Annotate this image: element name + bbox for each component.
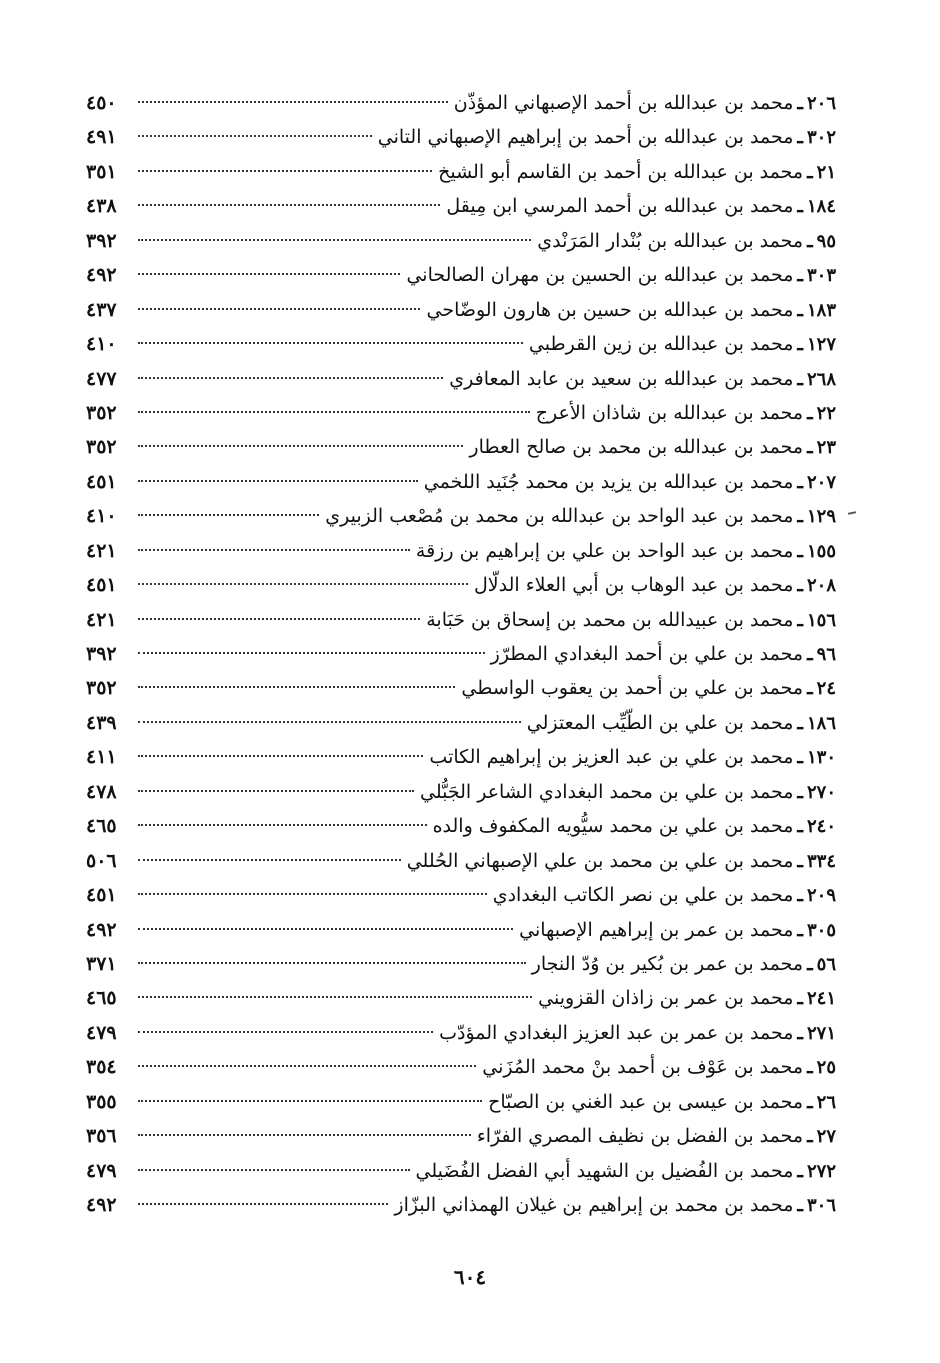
entry-number: ٩٥ <box>816 230 836 252</box>
entry-dash: ـ <box>797 505 803 528</box>
dot-leader <box>138 273 400 275</box>
index-entry <box>86 1194 836 1228</box>
index-entry <box>86 609 836 643</box>
entry-name: محمد بن عبدالله بن الحسين بن مهران الصالحاني <box>406 264 794 287</box>
entry-text <box>474 574 836 596</box>
entry-name: محمد بن علي بن محمد بن علي الإصبهاني الحُللي <box>406 849 794 872</box>
entry-text <box>536 402 836 424</box>
index-entry <box>86 436 836 470</box>
entry-dash: ـ <box>797 1021 803 1044</box>
entry-number: ١٢٩ <box>806 506 836 528</box>
entry-page-number: ٤٣٨ <box>86 195 117 218</box>
entry-name: محمد بن علي بن محمد سيُّويه المكفوف والده <box>432 815 794 838</box>
dot-leader <box>138 859 401 861</box>
entry-name: محمد بن الفضل بن نظيف المصري الفرّاء <box>476 1125 804 1148</box>
entry-text <box>538 987 836 1009</box>
entry-dash: ـ <box>797 918 803 941</box>
entry-page-number: ٣٥٢ <box>86 677 117 700</box>
entry-number: ٢٢ <box>816 402 836 424</box>
entry-dash: ـ <box>807 1056 813 1079</box>
entry-text <box>488 1091 836 1113</box>
entry-dash: ـ <box>797 849 803 872</box>
entry-number: ٢٤٠ <box>806 816 836 838</box>
entry-number: ٣٠٣ <box>806 265 836 287</box>
dot-leader <box>138 101 448 103</box>
index-list <box>86 92 836 1228</box>
entry-number: ١٨٤ <box>806 196 836 218</box>
index-entry <box>86 574 836 608</box>
entry-dash: ـ <box>797 367 803 390</box>
entry-text <box>493 884 836 906</box>
entry-number: ٣٠٥ <box>806 919 836 941</box>
entry-number: ٢٦٨ <box>806 368 836 390</box>
index-entry <box>86 333 836 367</box>
dot-leader <box>138 824 427 826</box>
entry-dash: ـ <box>807 1090 813 1113</box>
entry-page-number: ٤٢١ <box>86 539 117 562</box>
entry-text <box>438 161 836 183</box>
entry-number: ١٥٦ <box>806 609 836 631</box>
dot-leader <box>138 1134 471 1136</box>
dot-leader <box>138 514 319 516</box>
entry-dash: ـ <box>797 746 803 769</box>
entry-text <box>482 1056 836 1078</box>
index-entry <box>86 195 836 229</box>
entry-name: محمد بن عبدالله بن أحمد المرسي ابن مِيقل <box>446 195 794 218</box>
entry-page-number: ٤٣٧ <box>86 298 117 321</box>
entry-number: ١٢٧ <box>806 334 836 356</box>
entry-text <box>420 781 836 803</box>
entry-page-number: ٤٣٩ <box>86 711 117 734</box>
index-entry <box>86 505 836 539</box>
index-entry <box>86 1160 836 1194</box>
entry-page-number: ٤٩٢ <box>86 264 117 287</box>
entry-name: محمد بن عبدالله بن شاذان الأعرج <box>535 401 804 424</box>
entry-name: محمد بن عبد الواحد بن علي بن إبراهيم بن رزقة <box>415 539 794 562</box>
entry-dash: ـ <box>807 401 813 424</box>
entry-page-number: ٤٦٥ <box>86 815 117 838</box>
entry-name: محمد بن عمر بن إبراهيم الإصبهاني <box>519 918 794 941</box>
entry-name: محمد بن عبد الوهاب بن أبي العلاء الدلّال <box>474 574 794 597</box>
entry-text <box>429 746 836 768</box>
entry-dash: ـ <box>797 1159 803 1182</box>
dot-leader <box>138 308 420 310</box>
index-entry <box>86 92 836 126</box>
index-entry <box>86 987 836 1021</box>
entry-page-number: ٤٧٨ <box>86 780 117 803</box>
entry-name: محمد بن عبدالله بن بُنْدار المَرَنْدي <box>537 229 804 252</box>
entry-page-number: ٤٥١ <box>86 470 117 493</box>
dot-leader <box>138 1031 433 1033</box>
entry-number: ٣٠٢ <box>806 127 836 149</box>
index-entry <box>86 781 836 815</box>
entry-number: ٢٠٩ <box>806 885 836 907</box>
entry-dash: ـ <box>797 711 803 734</box>
dot-leader <box>138 686 455 688</box>
entry-number: ٢٠٧ <box>806 471 836 493</box>
entry-name: محمد بن عيسى بن عبد الغني بن الصبّاح <box>488 1090 804 1113</box>
entry-dash: ـ <box>807 1125 813 1148</box>
entry-text <box>406 264 836 286</box>
index-entry <box>86 161 836 195</box>
entry-page-number: ٤١٠ <box>86 505 117 528</box>
entry-dash: ـ <box>797 298 803 321</box>
entry-name: محمد بن علي بن عبد العزيز بن إبراهيم الكاتب <box>429 746 794 769</box>
entry-dash: ـ <box>807 229 813 252</box>
index-entry <box>86 540 836 574</box>
entry-dash: ـ <box>797 195 803 218</box>
dot-leader <box>138 1169 410 1171</box>
entry-page-number: ٣٥٢ <box>86 436 117 459</box>
entry-dash: ـ <box>807 160 813 183</box>
dot-leader <box>138 170 432 172</box>
entry-page-number: ٣٥٥ <box>86 1090 117 1113</box>
index-entry <box>86 815 836 849</box>
index-entry <box>86 643 836 677</box>
entry-page-number: ٤٢١ <box>86 608 117 631</box>
entry-dash: ـ <box>797 539 803 562</box>
dot-leader <box>138 204 440 206</box>
entry-number: ١٨٣ <box>806 299 836 321</box>
entry-dash: ـ <box>807 436 813 459</box>
entry-dash: ـ <box>797 815 803 838</box>
entry-page-number: ٤٧٩ <box>86 1021 117 1044</box>
entry-name: محمد بن عبدالله بن سعيد بن عابد المعافري <box>449 367 794 390</box>
page-number: ٦٠٤ <box>453 1265 487 1289</box>
dot-leader <box>138 893 487 895</box>
entry-name: محمد بن عَوْف بن أحمد بنْ محمد المُزَني <box>482 1056 804 1079</box>
entry-text <box>416 540 836 562</box>
entry-text <box>449 368 836 390</box>
index-entry <box>86 230 836 264</box>
entry-text <box>491 643 836 665</box>
entry-dash: ـ <box>807 643 813 665</box>
entry-name: محمد بن عبيدالله بن محمد بن إسحاق بن حَبَابة <box>426 608 794 631</box>
entry-name: محمد بن عبدالله بن حسين بن هارون الوضّاحي <box>426 298 794 321</box>
entry-page-number: ٣٧١ <box>86 952 117 975</box>
entry-page-number: ٤٥١ <box>86 884 117 907</box>
entry-number: ٢١ <box>816 161 836 183</box>
entry-number: ١٨٦ <box>806 712 836 734</box>
dot-leader <box>138 721 521 723</box>
entry-page-number: ٤١١ <box>86 746 117 769</box>
entry-page-number: ٣٩٢ <box>86 229 117 252</box>
entry-number: ٢٥ <box>816 1057 836 1079</box>
entry-text <box>439 1022 836 1044</box>
dot-leader <box>138 928 513 930</box>
entry-number: ٢٧٠ <box>806 781 836 803</box>
index-entry <box>86 850 836 884</box>
entry-page-number: ٣٥٦ <box>86 1125 117 1148</box>
index-entry <box>86 1125 836 1159</box>
index-entry <box>86 299 836 333</box>
entry-page-number: ٤١٠ <box>86 333 117 356</box>
index-entry <box>86 471 836 505</box>
entry-text <box>416 1160 837 1182</box>
entry-name: محمد بن عبدالله بن أحمد بن إبراهيم الإصبهاني التاني <box>377 126 794 149</box>
entry-number: ٣٠٦ <box>806 1195 836 1216</box>
entry-name: محمد بن علي بن محمد البغدادي الشاعر الجَبُّلي <box>419 780 794 803</box>
entry-dash: ـ <box>807 677 813 700</box>
entry-name: محمد بن عبدالله بن زين القرطبي <box>528 333 794 356</box>
entry-page-number: ٥٠٦ <box>86 849 117 872</box>
entry-text <box>325 505 836 527</box>
entry-dash: ـ <box>797 470 803 493</box>
entry-number: ٢٣ <box>816 437 836 459</box>
entry-text <box>378 126 836 148</box>
entry-name: محمد بن علي بن أحمد البغدادي المطرّز <box>490 643 804 665</box>
entry-text <box>394 1194 836 1216</box>
index-entry <box>86 884 836 918</box>
entry-page-number: ٤٩١ <box>86 126 117 149</box>
entry-page-number: ٤٩٢ <box>86 1194 117 1216</box>
entry-text <box>426 299 836 321</box>
dot-leader <box>138 411 530 413</box>
entry-name: محمد بن عمر بن زاذان القزويني <box>538 987 794 1010</box>
dot-leader <box>138 652 485 654</box>
dot-leader <box>138 1203 388 1205</box>
index-entry <box>86 368 836 402</box>
entry-name: محمد بن علي بن الطّيِّب المعتزلي <box>526 711 794 734</box>
entry-dash: ـ <box>807 952 813 975</box>
entry-name: محمد بن عبدالله بن محمد بن صالح العطار <box>469 436 804 459</box>
entry-dash: ـ <box>797 608 803 631</box>
entry-dash: ـ <box>797 780 803 803</box>
dot-leader <box>138 1100 482 1102</box>
entry-text <box>454 92 836 114</box>
entry-name: محمد بن عبدالله بن يزيد بن محمد جُنَيد اللخمي <box>423 470 794 493</box>
entry-dash: ـ <box>797 884 803 907</box>
entry-number: ٢٦ <box>816 1091 836 1113</box>
dot-leader <box>138 962 526 964</box>
entry-text <box>426 609 836 631</box>
entry-number: ٢٠٦ <box>806 93 836 114</box>
entry-text <box>407 850 836 872</box>
entry-text <box>461 677 836 699</box>
entry-name: محمد بن عمر بن عبد العزيز البغدادي المؤدّب <box>439 1021 794 1044</box>
entry-dash: ـ <box>797 987 803 1010</box>
entry-text <box>446 195 836 217</box>
dot-leader <box>138 618 420 620</box>
entry-page-number: ٣٥١ <box>86 160 117 183</box>
dot-leader <box>138 377 443 379</box>
index-entry <box>86 746 836 780</box>
index-entry <box>86 677 836 711</box>
dot-leader <box>138 549 410 551</box>
entry-name: محمد بن عبد الواحد بن عبدالله بن محمد بن مُصْعب الزبيري <box>325 505 794 528</box>
scan-speck <box>848 511 856 515</box>
index-entry <box>86 919 836 953</box>
index-entry <box>86 1091 836 1125</box>
entry-dash: ـ <box>797 92 803 114</box>
index-entry <box>86 953 836 987</box>
index-entry <box>86 1022 836 1056</box>
dot-leader <box>138 996 532 998</box>
entry-dash: ـ <box>797 1194 803 1216</box>
entry-page-number: ٣٥٢ <box>86 401 117 424</box>
entry-name: محمد بن عمر بن بُكير بن وُدّ النجار <box>531 952 804 975</box>
entry-number: ٢٧١ <box>806 1022 836 1044</box>
entry-text <box>529 333 836 355</box>
entry-dash: ـ <box>797 126 803 149</box>
dot-leader <box>138 239 531 241</box>
dot-leader <box>138 755 423 757</box>
dot-leader <box>138 342 523 344</box>
entry-name: محمد بن عبدالله بن أحمد الإصبهاني المؤذّن <box>453 92 794 114</box>
entry-name: محمد بن الفُضيل بن الشهيد أبي الفضل الفُضَيلي <box>415 1159 794 1182</box>
dot-leader <box>138 445 463 447</box>
entry-number: ٢٤ <box>816 678 836 700</box>
entry-name: محمد بن علي بن نصر الكاتب البغدادي <box>492 884 794 907</box>
entry-number: ٢٧ <box>816 1126 836 1148</box>
entry-page-number: ٤٦٥ <box>86 987 117 1010</box>
dot-leader <box>138 135 372 137</box>
entry-dash: ـ <box>797 264 803 287</box>
entry-page-number: ٤٧٩ <box>86 1159 117 1182</box>
entry-page-number: ٤٥٠ <box>86 92 117 114</box>
entry-number: ١٣٠ <box>806 747 836 769</box>
dot-leader <box>138 1065 476 1067</box>
index-entry <box>86 712 836 746</box>
entry-text <box>477 1125 836 1147</box>
entry-text <box>532 953 836 975</box>
entry-text <box>469 436 836 458</box>
dot-leader <box>138 480 418 482</box>
entry-page-number: ٣٩٢ <box>86 643 117 665</box>
entry-text <box>433 815 836 837</box>
entry-name: محمد بن علي بن أحمد بن يعقوب الواسطي <box>461 677 804 700</box>
index-entry <box>86 402 836 436</box>
entry-dash: ـ <box>797 574 803 597</box>
index-entry <box>86 126 836 160</box>
entry-page-number: ٣٥٤ <box>86 1056 117 1079</box>
index-entry <box>86 264 836 298</box>
entry-text <box>519 919 836 941</box>
dot-leader <box>138 583 468 585</box>
entry-name: محمد بن محمد بن إبراهيم بن غيلان الهمذاني البزّاز <box>394 1194 794 1216</box>
entry-number: ٢٧٢ <box>806 1160 836 1182</box>
dot-leader <box>138 790 414 792</box>
entry-number: ١٥٥ <box>806 540 836 562</box>
entry-number: ٢٠٨ <box>806 575 836 597</box>
entry-text <box>527 712 836 734</box>
entry-page-number: ٤٩٢ <box>86 918 117 941</box>
entry-number: ٣٣٤ <box>806 850 836 872</box>
entry-number: ٩٦ <box>816 644 836 665</box>
entry-name: محمد بن عبدالله بن أحمد بن القاسم أبو الشيخ <box>438 160 804 183</box>
entry-number: ٢٤١ <box>806 988 836 1010</box>
entry-text <box>424 471 836 493</box>
entry-number: ٥٦ <box>816 953 836 975</box>
entry-page-number: ٤٧٧ <box>86 367 117 390</box>
entry-dash: ـ <box>797 333 803 356</box>
index-entry <box>86 1056 836 1090</box>
entry-text <box>537 230 836 252</box>
entry-page-number: ٤٥١ <box>86 574 117 597</box>
